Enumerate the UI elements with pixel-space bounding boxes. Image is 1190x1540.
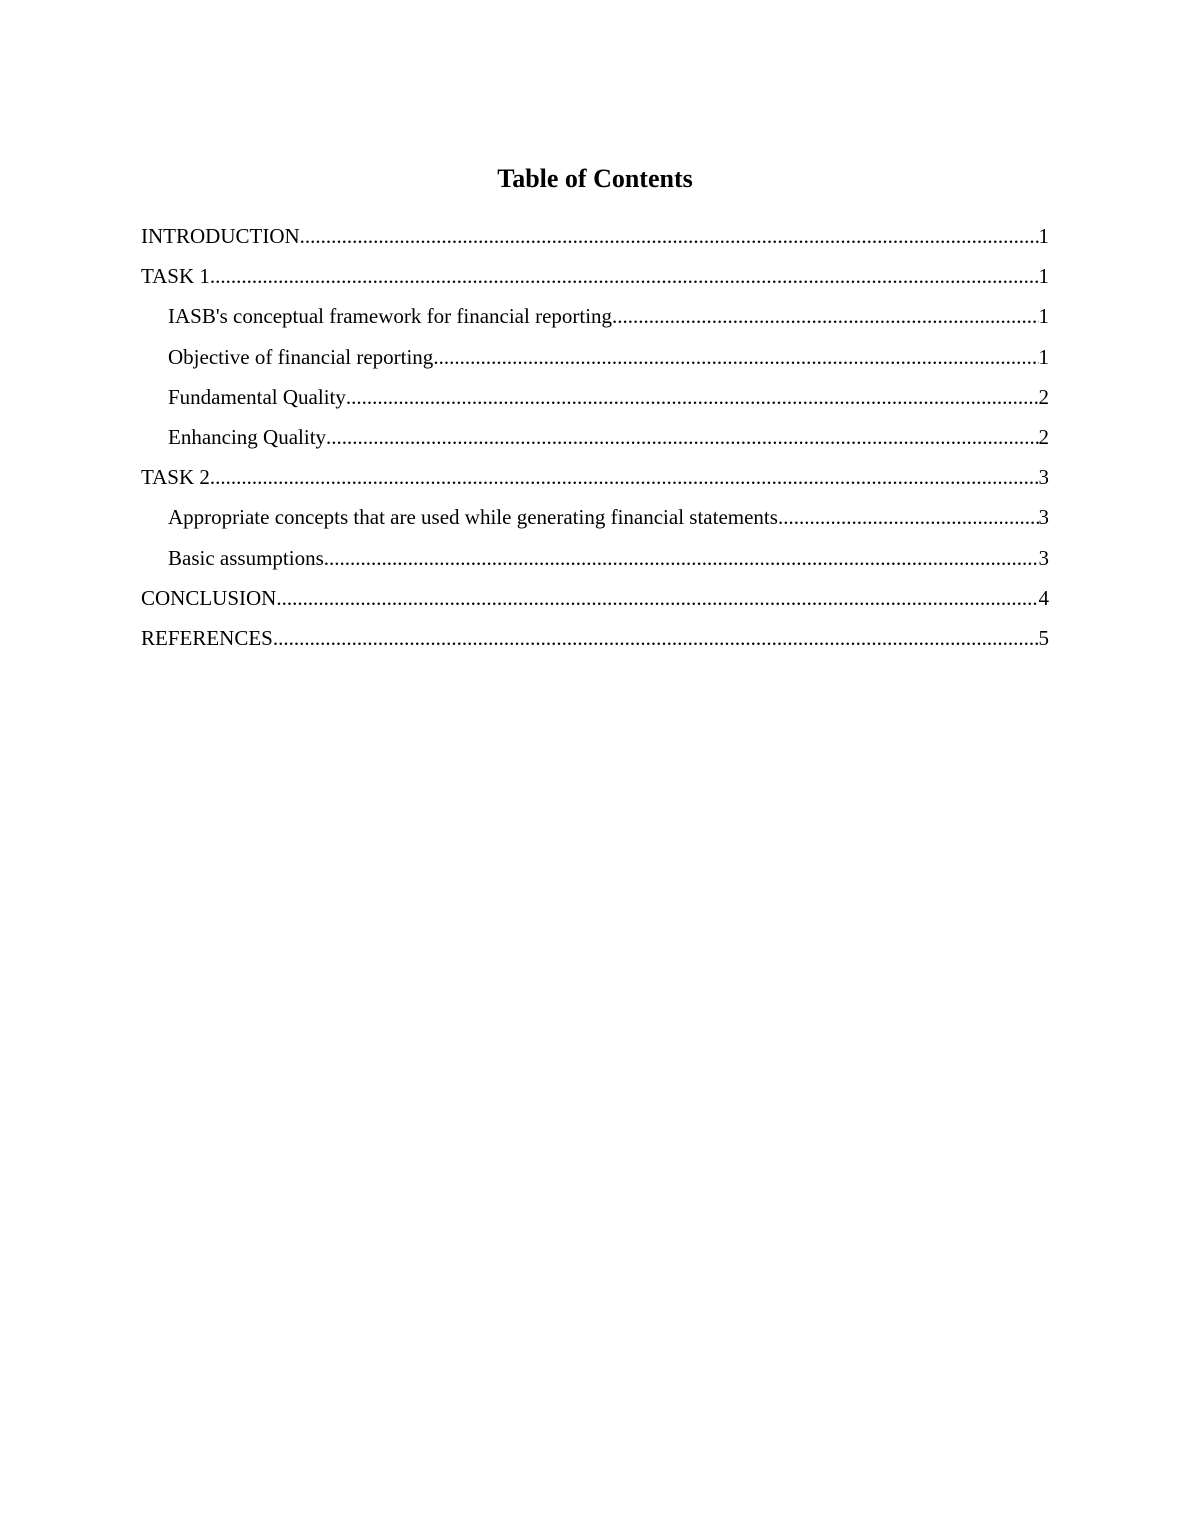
toc-entry-objective[interactable] xyxy=(141,340,1049,380)
toc-entry-page: 3 xyxy=(1038,505,1049,530)
toc-dot-leader xyxy=(276,581,1038,615)
toc-entry-page: 2 xyxy=(1038,424,1049,449)
toc-entry-page: 3 xyxy=(1038,465,1049,490)
toc-entry-page: 3 xyxy=(1038,545,1049,570)
toc-entry-label: Objective of financial reporting xyxy=(168,344,434,369)
toc-entry-page: 1 xyxy=(1038,224,1049,248)
toc-entry-label: TASK 2 xyxy=(141,465,210,490)
toc-entry-page: 1 xyxy=(1038,344,1049,369)
toc-entry-enhancing-quality[interactable] xyxy=(141,420,1049,460)
toc-entry-conclusion[interactable] xyxy=(141,581,1049,621)
toc-entry-label: CONCLUSION xyxy=(141,585,277,610)
toc-dot-leader xyxy=(300,219,1039,253)
toc-entry-label: REFERENCES xyxy=(141,625,273,650)
toc-entry-basic-assumptions[interactable] xyxy=(141,541,1049,581)
toc-entry-appropriate-concepts[interactable] xyxy=(141,500,1049,540)
toc-entry-label: TASK 1 xyxy=(141,264,210,289)
toc-dot-leader xyxy=(346,380,1039,414)
toc-entry-fundamental-quality[interactable] xyxy=(141,380,1049,420)
toc-dot-leader xyxy=(273,621,1039,655)
toc-dot-leader xyxy=(433,340,1038,374)
toc-entry-task-2[interactable] xyxy=(141,460,1049,500)
toc-entry-task-1[interactable] xyxy=(141,259,1049,299)
toc-entry-introduction[interactable] xyxy=(141,219,1049,259)
toc-dot-leader xyxy=(210,460,1039,494)
toc-entry-references[interactable] xyxy=(141,621,1049,661)
toc-entry-label: INTRODUCTION xyxy=(141,224,300,248)
toc-dot-leader xyxy=(210,259,1039,293)
toc-entry-page: 1 xyxy=(1038,304,1049,329)
toc-entry-page: 5 xyxy=(1038,625,1049,650)
toc-entry-iasb-framework[interactable] xyxy=(141,299,1049,339)
toc-entry-label: Fundamental Quality xyxy=(168,384,346,409)
toc-title: Table of Contents xyxy=(497,164,693,193)
toc-dot-leader xyxy=(612,299,1038,333)
toc-entry-page: 1 xyxy=(1038,264,1049,289)
toc-list xyxy=(141,219,1049,661)
toc-dot-leader xyxy=(778,500,1039,534)
toc-entry-label: Basic assumptions xyxy=(168,545,324,570)
toc-entry-label: Enhancing Quality xyxy=(168,424,327,449)
toc-dot-leader xyxy=(326,420,1038,454)
toc-entry-label: IASB's conceptual framework for financial reporting xyxy=(168,304,613,329)
toc-entry-page: 2 xyxy=(1038,384,1049,409)
toc-entry-label: Appropriate concepts that are used while generating financial statements xyxy=(168,505,778,530)
toc-entry-page: 4 xyxy=(1038,585,1049,610)
toc-dot-leader xyxy=(324,541,1039,575)
